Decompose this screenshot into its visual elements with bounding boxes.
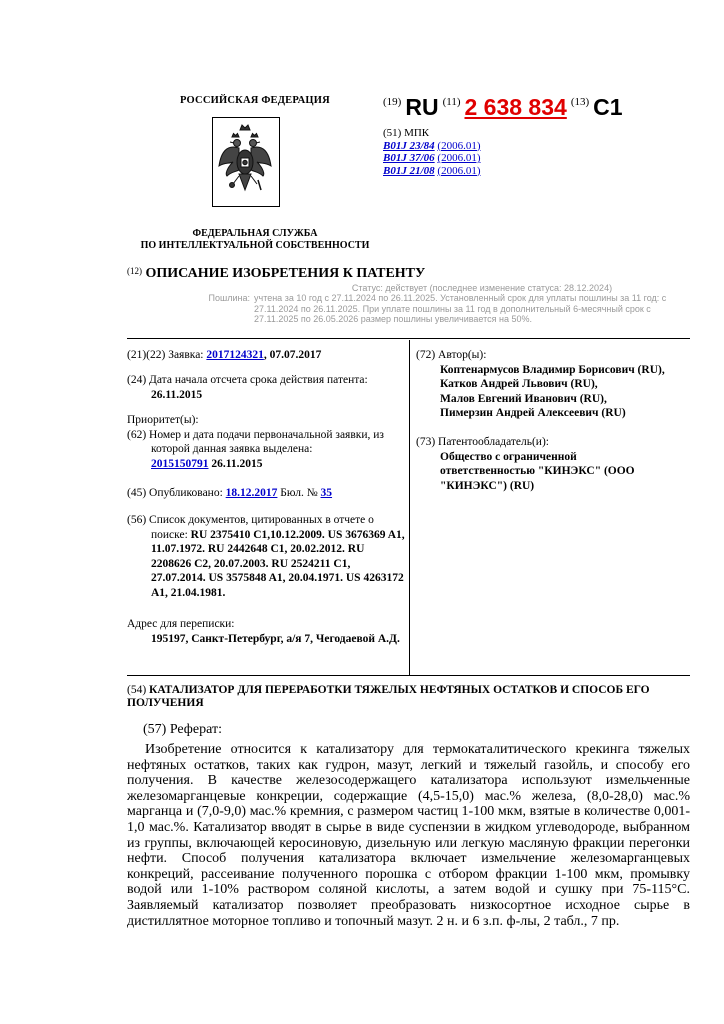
bulletin-label: Бюл. № [280, 487, 318, 499]
ipc-class-link[interactable]: B01J 37/06 [383, 152, 435, 164]
fee-row [190, 293, 684, 324]
status-text: Статус: действует (последнее изменение статуса: 28.12.2024) [351, 283, 613, 293]
agency-line1: ФЕДЕРАЛЬНАЯ СЛУЖБА [192, 228, 318, 239]
priority-desc: (62) Номер и дата подачи первоначальной заявки, из которой данная заявка выделена: [127, 428, 384, 455]
owner-field [416, 435, 656, 493]
invention-title [127, 684, 687, 710]
document-title-text: ОПИСАНИЕ ИЗОБРЕТЕНИЯ К ПАТЕНТУ [145, 266, 426, 281]
fee-label: Пошлина: [208, 293, 250, 304]
invention-title-text: КАТАЛИЗАТОР ДЛЯ ПЕРЕРАБОТКИ ТЯЖЕЛЫХ НЕФТЯНЫХ ОСТАТКОВ И СПОСОБ ЕГО ПОЛУЧЕНИЯ [127, 684, 650, 709]
ipc-class-link[interactable]: B01J 21/08 [383, 164, 435, 177]
priority-number-link[interactable]: 2015150791 [151, 457, 209, 470]
inid-code-12: (12) [127, 266, 142, 276]
application-number-link[interactable]: 2017124321 [206, 349, 264, 361]
authors-label: (72) Автор(ы): [416, 349, 487, 361]
kind-code: C1 [593, 94, 623, 120]
term-date: 26.11.2015 [151, 388, 203, 401]
cited-label: (56) Список документов, цитированных в отчете о поиске: [127, 514, 374, 541]
application-label: (21)(22) Заявка: [127, 349, 204, 361]
priority-field [127, 413, 402, 471]
fee-text: учтена за 10 год с 27.11.2024 по 26.11.2025. Установленный срок для уплаты пошлины за 11 год: с 27.11.2024 по 26.11.2025. При уплате пошлины за 11 год в дополнительный 6-месячный срок с 27.11.2025 по 26.05.2026 размер пошлины увеличивается на 50%. [254, 293, 667, 324]
country-name: РОССИЙСКАЯ ФЕДЕРАЦИЯ [180, 95, 330, 106]
address-field [127, 617, 405, 646]
ipc-entry [383, 140, 480, 153]
abstract-label: (57) Реферат: [143, 722, 222, 737]
inid-code-54: (54) [127, 684, 147, 696]
term-field [127, 373, 402, 402]
ipc-entry [383, 165, 480, 178]
author-name: Малов Евгений Иванович (RU), [440, 392, 607, 405]
document-title [127, 266, 425, 282]
ipc-version-link[interactable]: (2006.01) [437, 164, 481, 177]
author-name: Катков Андрей Львович (RU), [440, 378, 598, 390]
state-emblem-icon [212, 117, 280, 207]
priority-date: 26.11.2015 [211, 457, 263, 470]
patent-number-link[interactable]: 2 638 834 [464, 94, 567, 120]
owner-name: Общество с ограниченной ответственностью "КИНЭКС" (ООО "КИНЭКС") (RU) [440, 450, 635, 492]
agency-line2: ПО ИНТЕЛЛЕКТУАЛЬНОЙ СОБСТВЕННОСТИ [140, 240, 370, 251]
author-name: Коптенармусов Владимир Борисович (RU), [440, 363, 665, 376]
patent-number-block [383, 94, 623, 121]
published-date-link[interactable]: 18.12.2017 [225, 487, 278, 499]
inid-code-19: (19) [383, 96, 402, 108]
cited-documents: RU 2375410 C1,10.12.2009. US 3676369 A1, 11.07.1972. RU 2442648 C1, 20.02.2012. RU 2208626 C2, 20.07.2003. RU 2524211 C1, 27.07.2014. US 3575848 A1, 20.04.1971. US 4263172 A1, 21.04.1981. [151, 528, 405, 599]
published-field [127, 486, 402, 501]
bulletin-number-link[interactable]: 35 [320, 487, 333, 499]
term-label: (24) Дата начала отсчета срока действия патента: [127, 374, 368, 386]
application-field [127, 348, 402, 363]
cited-field [127, 513, 405, 600]
ipc-entry [383, 152, 480, 165]
divider-bottom [127, 675, 690, 676]
country-code: RU [405, 94, 439, 120]
application-date: , 07.07.2017 [263, 349, 322, 361]
divider-top [127, 338, 690, 339]
abstract-text: Изобретение относится к катализатору для термокаталитического крекинга тяжелых нефтяных остатков, таких как гудрон, мазут, легкий и тяжелый газойль, и способу его получения. В качестве железосодержащего катализатора используют измельченные железомарганцевые конкреции, содержащие (4,5-15,0) мас.% железа, (8,0-28,0) мас.% марганца и (7,0-9,0) мас.% кремния, с размером частиц 1-100 мкм, взятые в количестве 0,001-1,0 мас.%. Катализатор вводят в сырье в виде суспензии в жидком углеводороде, выбранном из группы, включающей керосиновую, дизельную или легкую масляную фракции перегонки нефти. Способ получения катализатора включает измельчение железомарганцевых конкреций, рассеивание полученного порошка с отбором фракции 1-100 мкм, промывку водой или 1-10% раствором соляной кислоты, а затем водой и сушку при 75-115°С. Заявляемый катализатор позволяет преобразовать низкосортное исходное сырье в дистиллятное моторное топливо и топочный мазут. 2 н. и 6 з.п. ф-лы, 2 табл., 7 пр. [127, 742, 690, 929]
owner-label: (73) Патентообладатель(и): [416, 436, 549, 448]
authors-field [416, 348, 696, 421]
author-name: Пимерзин Андрей Алексеевич (RU) [440, 407, 626, 419]
address-text: 195197, Санкт-Петербург, а/я 7, Чегодаевой А.Д. [151, 632, 400, 645]
status-block [190, 283, 684, 324]
ipc-label: (51) МПК [383, 127, 430, 139]
inid-code-13: (13) [570, 96, 590, 108]
ipc-class-link[interactable]: B01J 23/84 [383, 139, 435, 152]
ipc-block [383, 127, 480, 177]
inid-code-11: (11) [442, 96, 461, 108]
ipc-version-link[interactable]: (2006.01) [437, 139, 481, 152]
ipc-version-link[interactable]: (2006.01) [437, 152, 481, 164]
priority-label: Приоритет(ы): [127, 414, 199, 426]
address-label: Адрес для переписки: [127, 618, 235, 630]
published-label: (45) Опубликовано: [127, 487, 223, 499]
agency-name [130, 228, 380, 252]
column-divider [409, 340, 410, 675]
